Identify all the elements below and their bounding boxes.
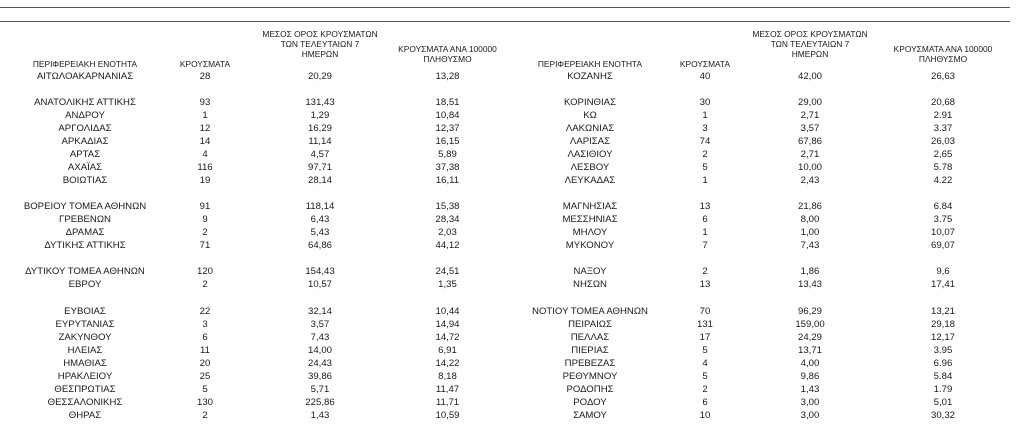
cell-cases: 5: [702, 345, 708, 356]
cell-per100k: 10,84: [435, 110, 460, 121]
cell-avg: 11,14: [308, 136, 332, 147]
cell-cases: 2: [202, 227, 208, 238]
table-row: [0, 409, 510, 422]
cell-cases: 5: [702, 162, 708, 173]
cell-avg: 1,00: [800, 227, 820, 238]
cell-cases: 5: [202, 384, 208, 395]
cell-avg: 4,57: [310, 149, 330, 160]
table-row: [510, 370, 1024, 383]
header-per100k: [880, 44, 1006, 64]
cell-cases: 1: [702, 110, 708, 121]
cell-avg: 13,43: [797, 279, 822, 290]
header-cases: ΚΡΟΥΣΜΑΤΑ: [679, 59, 731, 69]
table-row: [510, 396, 1024, 409]
cell-area: ΝΟΤΙΟΥ ΤΟΜΕΑ ΑΘΗΝΩΝ: [532, 306, 648, 317]
cell-area: ΓΡΕΒΕΝΩΝ: [59, 214, 111, 225]
cell-cases: 13: [699, 279, 711, 290]
table-row: [510, 409, 1024, 422]
cell-area: ΖΑΚΥΝΘΟΥ: [58, 332, 112, 343]
cell-avg: 42,00: [797, 71, 822, 82]
cell-avg: 5,43: [310, 227, 330, 238]
table-row: [0, 383, 510, 396]
cell-cases: 14: [199, 136, 211, 147]
cell-cases: 93: [199, 97, 211, 108]
cell-area: ΒΟΙΩΤΙΑΣ: [62, 175, 108, 186]
cell-area: ΜΕΣΣΗΝΙΑΣ: [562, 214, 618, 225]
cell-area: ΜΗΛΟΥ: [572, 227, 608, 238]
cell-per100k: 5.78: [933, 162, 953, 173]
cell-area: ΗΜΑΘΙΑΣ: [63, 358, 107, 369]
table-row: [510, 357, 1024, 370]
cell-area: ΑΧΑΪΑΣ: [67, 162, 103, 173]
cell-avg: 131,43: [305, 97, 335, 108]
cell-area: ΡΕΘΥΜΝΟΥ: [562, 371, 618, 382]
cell-avg: 3,57: [800, 123, 820, 134]
cell-per100k: 26,03: [930, 136, 955, 147]
cell-area: ΠΡΕΒΕΖΑΣ: [564, 358, 616, 369]
table-row: [0, 370, 510, 383]
table-row: [510, 383, 1024, 396]
cell-area: ΑΝΑΤΟΛΙΚΗΣ ΑΤΤΙΚΗΣ: [34, 97, 136, 108]
cell-per100k: 12,37: [435, 123, 460, 134]
cell-per100k: 3.75: [933, 214, 953, 225]
cell-per100k: 37,38: [435, 162, 460, 173]
table-row: [510, 213, 1024, 226]
table-row: [510, 305, 1024, 318]
cell-avg: 8,00: [800, 214, 820, 225]
cell-avg: 159,00: [795, 319, 825, 330]
cell-avg: 1,43: [800, 384, 820, 395]
cell-area: ΛΑΡΙΣΑΣ: [569, 136, 611, 147]
table-row: [0, 265, 510, 278]
cell-per100k: 6,91: [438, 345, 457, 356]
cell-per100k: 1,35: [438, 279, 457, 290]
table-row: [0, 239, 510, 252]
cell-avg: 10,57: [307, 279, 332, 290]
table-row: [0, 135, 510, 148]
cell-per100k: 10,07: [930, 227, 955, 238]
cell-cases: 116: [197, 162, 213, 173]
cell-per100k: 3.37: [933, 123, 953, 134]
cell-per100k: 13,21: [930, 306, 955, 317]
table-row: [510, 135, 1024, 148]
cell-area: ΑΡΤΑΣ: [69, 149, 101, 160]
cell-cases: 7: [702, 240, 708, 251]
cell-area: ΡΟΔΟΠΗΣ: [566, 384, 614, 395]
cell-area: ΛΑΚΩΝΙΑΣ: [565, 123, 615, 134]
cell-avg: 28,14: [307, 175, 332, 186]
cell-cases: 131: [696, 319, 713, 330]
table-row: [510, 278, 1024, 291]
top-rule: [0, 7, 1010, 8]
header-avg-line3: ΗΜΕΡΩΝ: [301, 49, 339, 59]
cell-area: ΡΟΔΟΥ: [573, 397, 607, 408]
cell-cases: 25: [199, 371, 211, 382]
cell-per100k: 13,28: [435, 71, 460, 82]
cell-cases: 40: [699, 71, 711, 82]
cell-avg: 3,00: [800, 410, 820, 421]
cell-per100k: 11,47: [435, 384, 460, 395]
cell-area: ΛΑΣΙΘΙΟΥ: [567, 149, 613, 160]
cell-area: ΘΗΡΑΣ: [68, 410, 102, 421]
cell-cases: 12: [199, 123, 211, 134]
cell-cases: 2: [202, 279, 208, 290]
table-row: [0, 278, 510, 291]
cell-avg: 2,43: [800, 175, 820, 186]
cell-per100k: 12,17: [930, 332, 955, 343]
table-row: [0, 174, 510, 187]
cell-cases: 13: [699, 201, 711, 212]
cell-cases: 1: [702, 227, 708, 238]
table-row: [0, 122, 510, 135]
cell-area: ΑΙΤΩΛΟΑΚΑΡΝΑΝΙΑΣ: [36, 71, 134, 82]
cell-area: ΑΡΚΑΔΙΑΣ: [61, 136, 109, 147]
table-row: [510, 122, 1024, 135]
cell-per100k: 30,32: [930, 410, 955, 421]
table-row: [510, 109, 1024, 122]
table-row: [0, 331, 510, 344]
cell-area: ΛΕΣΒΟΥ: [570, 162, 610, 173]
cell-area: ΜΥΚΟΝΟΥ: [565, 240, 615, 251]
cell-avg: 225,86: [305, 397, 335, 408]
cell-area: ΚΩ: [583, 110, 597, 121]
cell-avg: 1,29: [310, 110, 330, 121]
table-row: [510, 161, 1024, 174]
cell-avg: 1,43: [310, 410, 330, 421]
table-row: [0, 357, 510, 370]
header-avg-line2: ΤΩΝ ΤΕΛΕΥΤΑΙΩΝ 7: [770, 39, 850, 49]
header-avg: [750, 29, 870, 59]
cell-area: ΛΕΥΚΑΔΑΣ: [564, 175, 616, 186]
cell-cases: 10: [699, 410, 711, 421]
table-row: [0, 318, 510, 331]
cell-cases: 3: [702, 123, 708, 134]
table-row: [510, 70, 1024, 83]
cell-cases: 3: [202, 319, 208, 330]
cell-avg: 3,00: [800, 397, 820, 408]
cell-cases: 6: [202, 332, 208, 343]
table-row: [510, 200, 1024, 213]
cell-area: ΔΥΤΙΚΗΣ ΑΤΤΙΚΗΣ: [44, 240, 126, 251]
cell-avg: 64,86: [307, 240, 332, 251]
header-per100k-line2: ΠΛΗΘΥΣΜΟ: [423, 54, 472, 64]
cell-area: ΘΕΣΣΑΛΟΝΙΚΗΣ: [47, 397, 123, 408]
cell-cases: 30: [699, 97, 711, 108]
cell-avg: 9,86: [800, 371, 820, 382]
cell-per100k: 6.96: [933, 358, 953, 369]
cell-per100k: 8,18: [438, 371, 457, 382]
cell-cases: 4: [202, 149, 208, 160]
cell-per100k: 3.95: [933, 345, 953, 356]
cell-per100k: 16,11: [435, 175, 460, 186]
cell-per100k: 29,18: [930, 319, 955, 330]
cell-per100k: 17,41: [930, 279, 955, 290]
header-per100k: [385, 44, 510, 64]
cell-cases: 130: [196, 397, 213, 408]
cell-cases: 1: [202, 110, 208, 121]
header-avg: [255, 29, 385, 59]
cell-per100k: 10,44: [435, 306, 460, 317]
cell-cases: 91: [199, 201, 211, 212]
cell-per100k: 2.91: [933, 110, 953, 121]
cell-avg: 13,71: [797, 345, 822, 356]
cell-avg: 96,29: [797, 306, 822, 317]
cell-cases: 20: [199, 358, 211, 369]
cell-cases: 2: [702, 266, 708, 277]
table-row: [0, 344, 510, 357]
header-cases: ΚΡΟΥΣΜΑΤΑ: [179, 59, 231, 69]
cell-avg: 2,71: [800, 149, 820, 160]
cell-avg: 39,86: [307, 371, 332, 382]
cell-per100k: 2,03: [438, 227, 457, 238]
header-per100k-line1: ΚΡΟΥΣΜΑΤΑ ΑΝΑ 100000: [398, 44, 497, 54]
cell-avg: 67,86: [797, 136, 822, 147]
cell-per100k: 4.22: [933, 175, 953, 186]
cell-area: ΑΡΓΟΛΙΔΑΣ: [58, 123, 112, 134]
cell-cases: 1: [702, 175, 708, 186]
header-per100k-line2: ΠΛΗΘΥΣΜΟ: [918, 54, 968, 64]
cell-area: ΘΕΣΠΡΩΤΙΑΣ: [54, 384, 116, 395]
cell-cases: 2: [702, 149, 708, 160]
cell-per100k: 10,59: [435, 410, 460, 421]
cell-avg: 24,43: [307, 358, 332, 369]
table-row: [510, 96, 1024, 109]
cell-avg: 118,14: [305, 201, 335, 212]
table-row: [0, 200, 510, 213]
cell-area: ΔΥΤΙΚΟΥ ΤΟΜΕΑ ΑΘΗΝΩΝ: [25, 266, 145, 277]
cell-per100k: 18,51: [435, 97, 460, 108]
header-per100k-line1: ΚΡΟΥΣΜΑΤΑ ΑΝΑ 100000: [893, 44, 993, 54]
table-row: [0, 226, 510, 239]
cell-cases: 71: [199, 240, 211, 251]
cell-per100k: 14,72: [435, 332, 460, 343]
cell-avg: 4,00: [800, 358, 820, 369]
cell-area: ΝΗΣΩΝ: [573, 279, 607, 290]
cell-avg: 97,71: [307, 162, 332, 173]
cell-per100k: 1.79: [933, 384, 953, 395]
cell-avg: 1,86: [800, 266, 820, 277]
cell-cases: 2: [202, 410, 208, 421]
cell-area: ΗΡΑΚΛΕΙΟΥ: [57, 371, 113, 382]
cell-area: ΚΟΖΑΝΗΣ: [567, 71, 613, 82]
cell-per100k: 20,68: [930, 97, 955, 108]
table-row: [0, 396, 510, 409]
cell-per100k: 26,63: [930, 71, 955, 82]
cell-per100k: 24,51: [435, 266, 460, 277]
cell-avg: 29,00: [797, 97, 822, 108]
cell-area: ΗΛΕΙΑΣ: [67, 345, 103, 356]
cell-area: ΠΕΙΡΑΙΩΣ: [568, 319, 612, 330]
cell-avg: 5,71: [310, 384, 330, 395]
cell-area: ΕΒΡΟΥ: [68, 279, 102, 290]
cell-per100k: 5,89: [438, 149, 457, 160]
cell-per100k: 69,07: [930, 240, 955, 251]
header-avg-line2: ΤΩΝ ΤΕΛΕΥΤΑΙΩΝ 7: [280, 39, 360, 49]
cell-per100k: 14,94: [435, 319, 460, 330]
cell-per100k: 28,34: [435, 214, 460, 225]
cell-cases: 4: [702, 358, 708, 369]
cell-area: ΠΙΕΡΙΑΣ: [571, 345, 609, 356]
cell-cases: 5: [702, 371, 708, 382]
cell-per100k: 2,65: [933, 149, 953, 160]
cell-cases: 6: [702, 397, 708, 408]
cell-avg: 7,43: [800, 240, 820, 251]
cell-avg: 21,86: [797, 201, 822, 212]
table-row: [0, 213, 510, 226]
header-avg-line3: ΗΜΕΡΩΝ: [791, 49, 829, 59]
cell-per100k: 9,6: [936, 266, 950, 277]
cell-area: ΚΟΡΙΝΘΙΑΣ: [563, 97, 617, 108]
cell-cases: 22: [199, 306, 211, 317]
cell-per100k: 5.84: [933, 371, 953, 382]
cell-area: ΕΥΡΥΤΑΝΙΑΣ: [55, 319, 115, 330]
table-row: [510, 265, 1024, 278]
cell-avg: 24,29: [797, 332, 822, 343]
cell-cases: 11: [200, 345, 210, 356]
table-row: [0, 148, 510, 161]
table-row: [510, 148, 1024, 161]
cell-per100k: 14,22: [435, 358, 460, 369]
cell-avg: 20,29: [307, 71, 332, 82]
cell-cases: 6: [702, 214, 708, 225]
table-row: [0, 161, 510, 174]
cell-area: ΝΑΞΟΥ: [573, 266, 607, 277]
cell-cases: 28: [199, 71, 211, 82]
cell-per100k: 6.84: [933, 201, 953, 212]
cell-area: ΒΟΡΕΙΟΥ ΤΟΜΕΑ ΑΘΗΝΩΝ: [23, 201, 147, 212]
cell-avg: 32,14: [307, 306, 332, 317]
cell-area: ΠΕΛΛΑΣ: [570, 332, 610, 343]
cell-per100k: 44,12: [435, 240, 460, 251]
header-avg-line1: ΜΕΣΟΣ ΟΡΟΣ ΚΡΟΥΣΜΑΤΩΝ: [752, 29, 868, 39]
table-row: [510, 318, 1024, 331]
cell-area: ΜΑΓΝΗΣΙΑΣ: [562, 201, 618, 212]
header-area: ΠΕΡΙΦΕΡΕΙΑΚΗ ΕΝΟΤΗΤΑ: [537, 59, 643, 69]
table-row: [510, 239, 1024, 252]
cell-cases: 19: [199, 175, 211, 186]
cell-avg: 3,57: [310, 319, 330, 330]
cell-avg: 14,00: [307, 345, 332, 356]
cell-cases: 17: [699, 332, 711, 343]
cell-area: ΔΡΑΜΑΣ: [65, 227, 105, 238]
cell-cases: 74: [699, 136, 711, 147]
cell-cases: 9: [202, 214, 208, 225]
cell-per100k: 15,38: [435, 201, 460, 212]
cell-per100k: 16,15: [435, 136, 460, 147]
table-row: [510, 344, 1024, 357]
cell-avg: 7,43: [310, 332, 330, 343]
header-avg-line1: ΜΕΣΟΣ ΟΡΟΣ ΚΡΟΥΣΜΑΤΩΝ: [262, 29, 378, 39]
table-row: [0, 70, 510, 83]
cell-cases: 2: [702, 384, 708, 395]
cell-avg: 6,43: [310, 214, 330, 225]
header-area: ΠΕΡΙΦΕΡΕΙΑΚΗ ΕΝΟΤΗΤΑ: [32, 59, 138, 69]
cell-cases: 70: [699, 306, 711, 317]
cell-avg: 16,29: [307, 123, 332, 134]
cell-area: ΣΑΜΟΥ: [573, 410, 607, 421]
cell-per100k: 5,01: [933, 397, 953, 408]
cell-cases: 120: [196, 266, 213, 277]
table-row: [510, 174, 1024, 187]
table-row: [510, 226, 1024, 239]
table-row: [0, 109, 510, 122]
cell-avg: 154,43: [305, 266, 335, 277]
cell-per100k: 11,71: [435, 397, 460, 408]
second-rule: [0, 21, 1010, 22]
cell-area: ΕΥΒΟΙΑΣ: [64, 306, 106, 317]
cell-avg: 10,00: [797, 162, 822, 173]
table-row: [0, 96, 510, 109]
cell-avg: 2,71: [800, 110, 820, 121]
table-row: [0, 305, 510, 318]
cell-area: ΑΝΔΡΟΥ: [65, 110, 105, 121]
table-row: [510, 331, 1024, 344]
